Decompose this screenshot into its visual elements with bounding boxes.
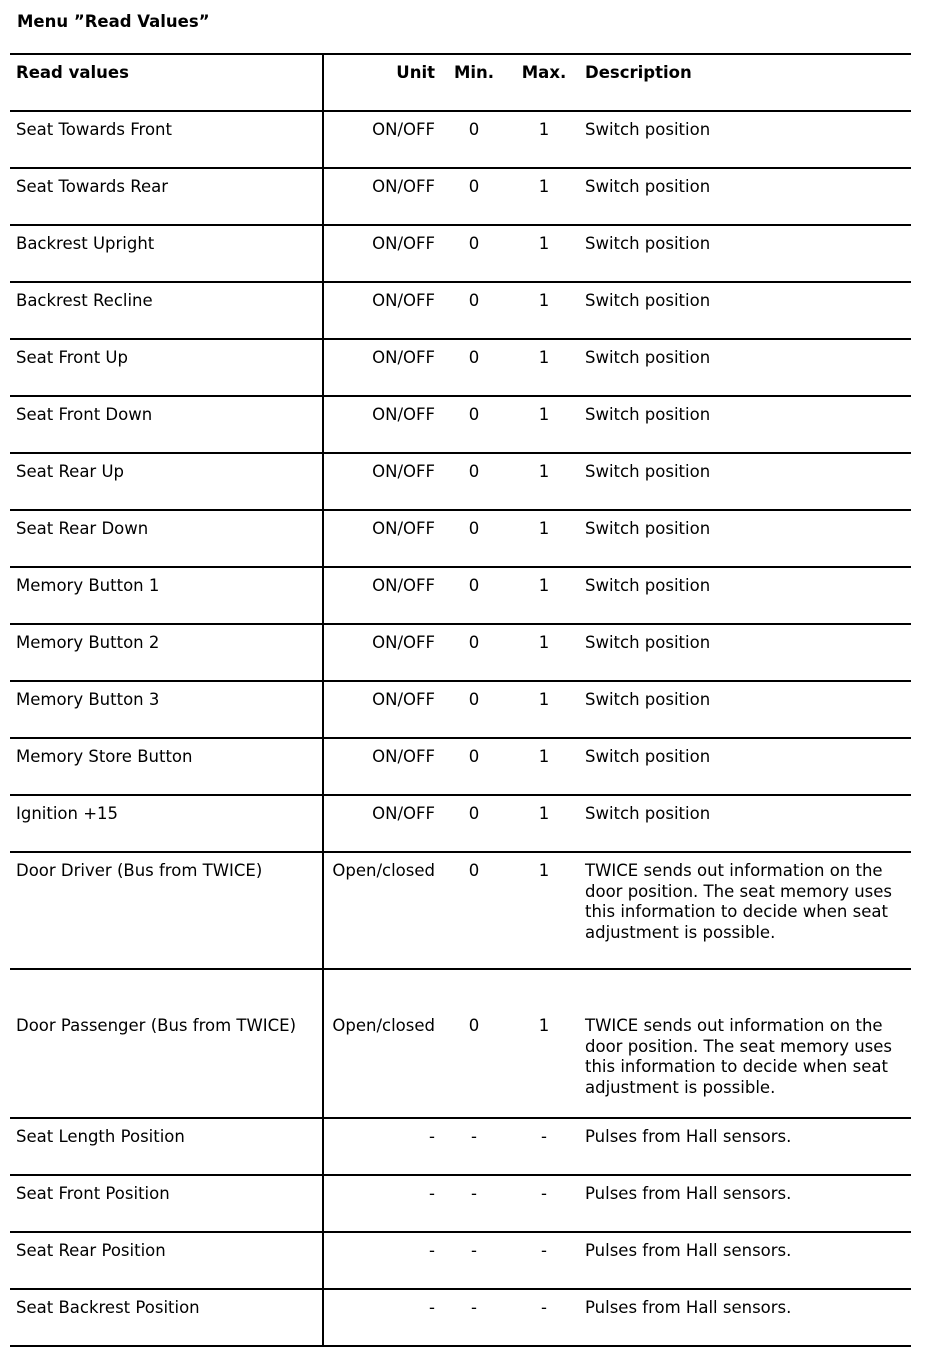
cell-description: Switch position [585, 519, 711, 538]
cell-read-value: Seat Towards Front [16, 120, 172, 139]
cell-max: 1 [538, 804, 550, 823]
cell-min: - [471, 1127, 477, 1146]
cell-min: - [471, 1184, 477, 1203]
cell-unit: ON/OFF [372, 576, 435, 595]
cell-read-value: Memory Button 2 [16, 633, 160, 652]
column-divider [322, 169, 324, 224]
header-max: Max. [521, 63, 567, 82]
table-row [10, 739, 911, 796]
table-row [10, 568, 911, 625]
cell-unit: ON/OFF [372, 747, 435, 766]
cell-description: Pulses from Hall sensors. [585, 1298, 792, 1317]
cell-max: 1 [538, 519, 550, 538]
cell-read-value: Seat Towards Rear [16, 177, 169, 196]
cell-min: 0 [468, 747, 480, 766]
cell-max: 1 [538, 120, 550, 139]
cell-read-value: Seat Front Up [16, 348, 128, 367]
cell-read-value: Seat Rear Down [16, 519, 149, 538]
cell-max: 1 [538, 576, 550, 595]
header-read-values: Read values [16, 63, 129, 82]
read-values-table [10, 53, 911, 1347]
cell-unit: ON/OFF [372, 462, 435, 481]
column-divider [322, 454, 324, 509]
column-divider [322, 853, 324, 968]
cell-max: - [541, 1127, 547, 1146]
cell-read-value: Memory Store Button [16, 747, 193, 766]
cell-read-value: Memory Button 3 [16, 690, 160, 709]
cell-read-value: Ignition +15 [16, 804, 119, 823]
table-row [10, 682, 911, 739]
cell-unit: Open/closed [332, 861, 435, 880]
table-row [10, 1290, 911, 1347]
cell-max: 1 [538, 291, 550, 310]
cell-min: 0 [468, 804, 480, 823]
cell-min: - [471, 1298, 477, 1317]
cell-unit: ON/OFF [372, 120, 435, 139]
column-divider [322, 340, 324, 395]
table-row [10, 853, 911, 970]
cell-min: 0 [468, 1016, 480, 1035]
cell-description: Pulses from Hall sensors. [585, 1241, 792, 1260]
cell-unit: - [429, 1127, 435, 1146]
column-divider [322, 397, 324, 452]
column-divider [322, 1176, 324, 1231]
cell-description: TWICE sends out information on the door position. The seat memory uses this information to decide when seat adjustment is possible. [585, 861, 893, 942]
cell-description: Pulses from Hall sensors. [585, 1127, 792, 1146]
table-row [10, 511, 911, 568]
table-row [10, 625, 911, 682]
cell-min: 0 [468, 633, 480, 652]
cell-description: Switch position [585, 405, 711, 424]
cell-max: 1 [538, 747, 550, 766]
column-divider [322, 1119, 324, 1174]
cell-min: 0 [468, 234, 480, 253]
cell-unit: - [429, 1241, 435, 1260]
cell-read-value: Door Driver (Bus from TWICE) [16, 861, 263, 880]
cell-description: Switch position [585, 291, 711, 310]
table-row [10, 112, 911, 169]
cell-max: 1 [538, 1016, 550, 1035]
cell-description: Switch position [585, 462, 711, 481]
cell-read-value: Seat Front Down [16, 405, 153, 424]
cell-unit: Open/closed [332, 1016, 435, 1035]
cell-max: 1 [538, 177, 550, 196]
cell-min: 0 [468, 519, 480, 538]
cell-read-value: Seat Front Position [16, 1184, 170, 1203]
cell-min: 0 [468, 405, 480, 424]
cell-min: 0 [468, 690, 480, 709]
column-divider [322, 682, 324, 737]
cell-description: Switch position [585, 690, 711, 709]
cell-max: 1 [538, 462, 550, 481]
cell-max: - [541, 1184, 547, 1203]
column-divider [322, 1290, 324, 1345]
cell-description: Switch position [585, 804, 711, 823]
cell-read-value: Memory Button 1 [16, 576, 160, 595]
table-row [10, 283, 911, 340]
cell-unit: ON/OFF [372, 633, 435, 652]
cell-description: Switch position [585, 177, 711, 196]
table-header-row [10, 55, 911, 112]
cell-unit: ON/OFF [372, 519, 435, 538]
cell-min: 0 [468, 177, 480, 196]
column-divider [322, 739, 324, 794]
cell-min: 0 [468, 861, 480, 880]
column-divider [322, 511, 324, 566]
header-min: Min. [453, 63, 495, 82]
header-unit: Unit [396, 63, 435, 82]
cell-max: 1 [538, 405, 550, 424]
table-row [10, 1119, 911, 1176]
cell-unit: ON/OFF [372, 234, 435, 253]
column-divider [322, 55, 324, 110]
column-divider [322, 970, 324, 1117]
cell-min: 0 [468, 462, 480, 481]
table-row [10, 397, 911, 454]
cell-unit: - [429, 1298, 435, 1317]
cell-min: 0 [468, 348, 480, 367]
cell-unit: ON/OFF [372, 690, 435, 709]
cell-unit: - [429, 1184, 435, 1203]
cell-min: 0 [468, 120, 480, 139]
table-row [10, 340, 911, 397]
column-divider [322, 226, 324, 281]
cell-description: Switch position [585, 120, 711, 139]
table-row [10, 796, 911, 853]
cell-unit: ON/OFF [372, 348, 435, 367]
cell-read-value: Backrest Upright [16, 234, 155, 253]
cell-unit: ON/OFF [372, 804, 435, 823]
cell-description: Switch position [585, 234, 711, 253]
table-row [10, 226, 911, 283]
cell-read-value: Seat Rear Up [16, 462, 125, 481]
cell-max: 1 [538, 690, 550, 709]
cell-unit: ON/OFF [372, 405, 435, 424]
column-divider [322, 1233, 324, 1288]
cell-max: 1 [538, 348, 550, 367]
header-description: Description [585, 63, 692, 82]
cell-max: - [541, 1298, 547, 1317]
table-row [10, 169, 911, 226]
column-divider [322, 283, 324, 338]
table-row [10, 1233, 911, 1290]
column-divider [322, 568, 324, 623]
cell-read-value: Backrest Recline [16, 291, 153, 310]
cell-read-value: Seat Rear Position [16, 1241, 166, 1260]
table-row [10, 1176, 911, 1233]
table-body [10, 112, 911, 1347]
column-divider [322, 112, 324, 167]
table-row [10, 970, 911, 1119]
cell-max: 1 [538, 633, 550, 652]
cell-max: 1 [538, 861, 550, 880]
cell-read-value: Seat Backrest Position [16, 1298, 200, 1317]
cell-description: Pulses from Hall sensors. [585, 1184, 792, 1203]
cell-unit: ON/OFF [372, 291, 435, 310]
cell-unit: ON/OFF [372, 177, 435, 196]
page-title: Menu ”Read Values” [17, 12, 210, 31]
cell-min: 0 [468, 576, 480, 595]
cell-description: Switch position [585, 633, 711, 652]
table-row [10, 454, 911, 511]
cell-read-value: Door Passenger (Bus from TWICE) [16, 1016, 297, 1035]
cell-description: Switch position [585, 576, 711, 595]
cell-read-value: Seat Length Position [16, 1127, 185, 1146]
cell-description: TWICE sends out information on the door position. The seat memory uses this information to decide when seat adjustment is possible. [585, 1016, 893, 1097]
cell-max: - [541, 1241, 547, 1260]
cell-max: 1 [538, 234, 550, 253]
cell-description: Switch position [585, 747, 711, 766]
cell-min: 0 [468, 291, 480, 310]
column-divider [322, 625, 324, 680]
column-divider [322, 796, 324, 851]
cell-min: - [471, 1241, 477, 1260]
cell-description: Switch position [585, 348, 711, 367]
